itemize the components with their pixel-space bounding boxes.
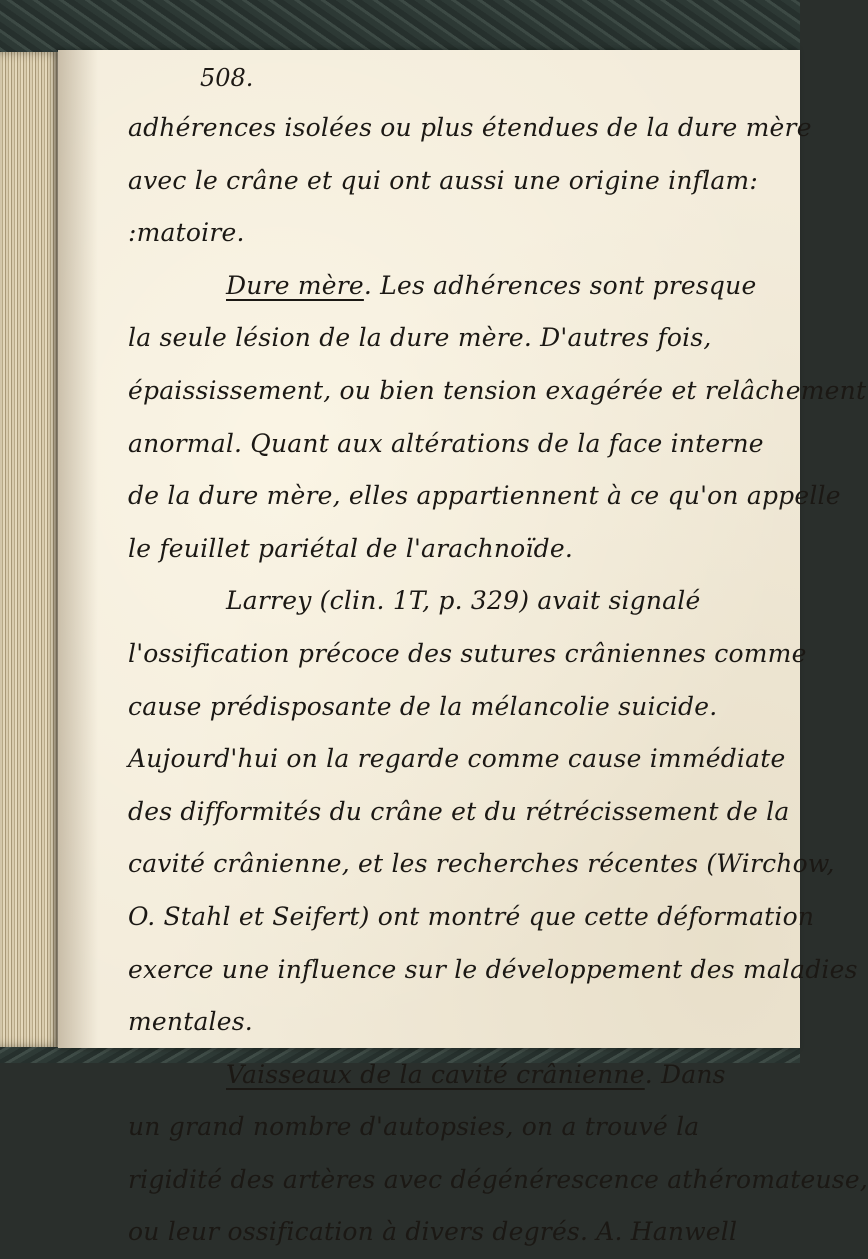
text-line: exerce une influence sur le développement des maladies — [128, 954, 858, 984]
text-line: un grand nombre d'autopsies, on a trouvé la — [128, 1112, 700, 1142]
heading-continuation: . Dans — [644, 1059, 726, 1089]
text-line: O. Stahl et Seifert) ont montré que cette déformation — [128, 901, 815, 931]
text-line: épaississement, ou bien tension exagérée et relâchement — [128, 375, 867, 405]
manuscript-page — [58, 50, 868, 1247]
handwritten-text — [128, 102, 868, 1259]
section-heading: Vaisseaux de la cavité crânienne — [226, 1059, 645, 1089]
text-line: anormal. Quant aux altérations de la face interne — [128, 428, 764, 458]
text-line: le feuillet pariétal de l'arachnoïde. — [128, 533, 573, 563]
section-heading-line — [128, 260, 768, 313]
text-line: l'ossification précoce des sutures crâniennes comme — [128, 638, 807, 668]
stacked-page-edges — [0, 52, 64, 1047]
text-line: mentales. — [128, 1007, 253, 1037]
heading-continuation: . Les adhérences sont presque — [363, 270, 757, 300]
gutter-shadow — [58, 50, 98, 1048]
text-line: des difformités du crâne et du rétrécissement de la — [128, 796, 790, 826]
page-number: 508. — [200, 64, 254, 92]
text-line: la seule lésion de la dure mère. D'autres fois, — [128, 323, 712, 353]
text-line: avec le crâne et qui ont aussi une origine inflam: — [128, 165, 758, 195]
text-line: ou leur ossification à divers degrés. A. Hanwell — [128, 1217, 738, 1247]
text-line: Aujourd'hui on la regarde comme cause immédiate — [128, 744, 786, 774]
text-line: adhérences isolées ou plus étendues de la dure mère — [128, 113, 812, 142]
section-heading-line — [128, 1049, 768, 1102]
text-line: cause prédisposante de la mélancolie suicide. — [128, 691, 718, 721]
text-line: :matoire. — [128, 218, 245, 248]
section-heading: Dure mère — [226, 270, 364, 300]
text-line: de la dure mère, elles appartiennent à ce qu'on appelle — [128, 481, 841, 511]
text-line: cavité crânienne, et les recherches récentes (Wirchow, — [128, 849, 835, 879]
text-line: Larrey (clin. 1T, p. 329) avait signalé — [226, 586, 701, 616]
text-line: rigidité des artères avec dégénérescence athéromateuse, — [128, 1164, 868, 1194]
